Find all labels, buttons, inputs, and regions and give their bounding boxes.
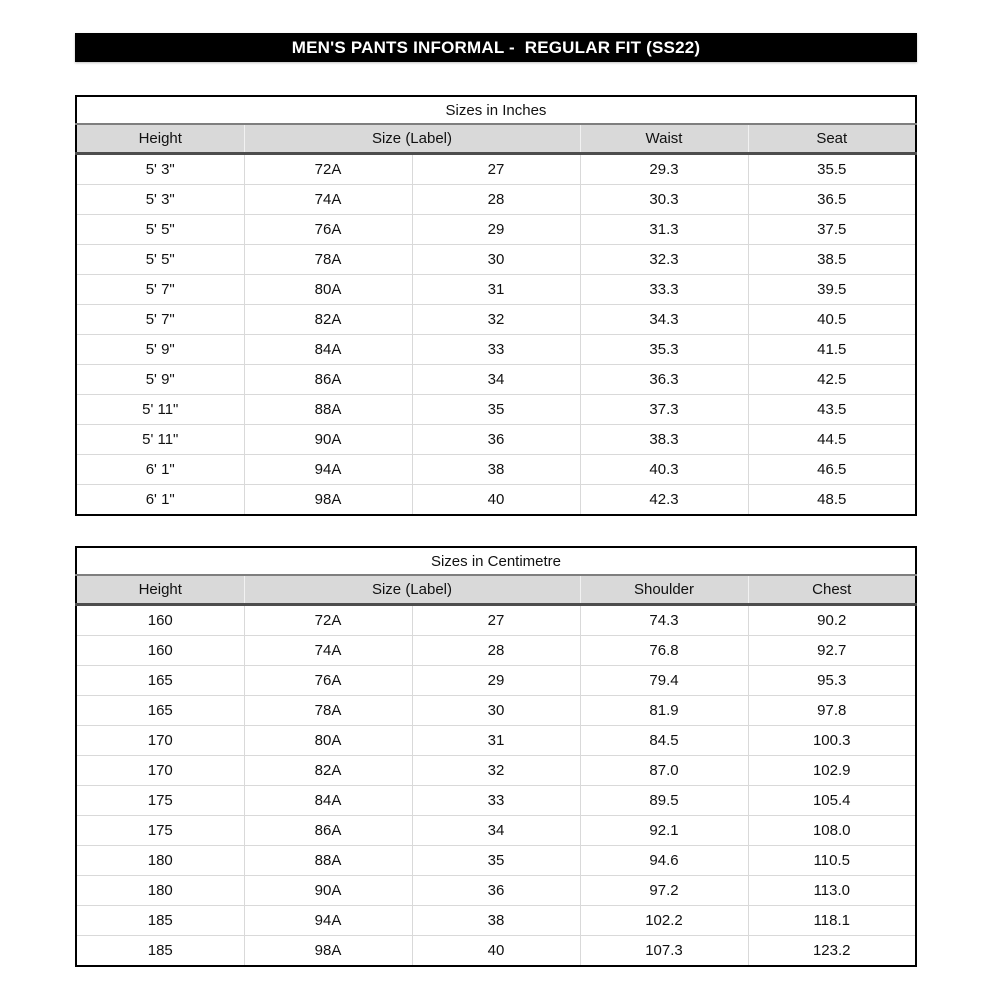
size-table (75, 546, 917, 967)
table-row (76, 395, 916, 425)
table-cell: 74A (244, 185, 412, 215)
table-cell: 102.2 (580, 906, 748, 936)
table-cell: 32 (412, 305, 580, 335)
table-cell: 34 (412, 365, 580, 395)
table-cell: 28 (412, 185, 580, 215)
table-cell: 42.5 (748, 365, 916, 395)
table-cell: 29 (412, 666, 580, 696)
table-cell: 31.3 (580, 215, 748, 245)
table-cell: 97.8 (748, 696, 916, 726)
table-row (76, 726, 916, 756)
table-cell: 72A (244, 154, 412, 185)
table-cell: 33 (412, 786, 580, 816)
table-cell: 33 (412, 335, 580, 365)
table-cell: 29 (412, 215, 580, 245)
title-banner (75, 33, 917, 62)
table-cell: 87.0 (580, 756, 748, 786)
table-cell: 105.4 (748, 786, 916, 816)
table-cell: 32.3 (580, 245, 748, 275)
table-cell: 180 (76, 846, 244, 876)
table-header-row (76, 575, 916, 605)
table-row (76, 846, 916, 876)
column-header: Shoulder (580, 575, 748, 605)
table-cell: 160 (76, 636, 244, 666)
table-cell: 92.7 (748, 636, 916, 666)
table-sizes-inches (75, 95, 917, 516)
table-row (76, 756, 916, 786)
table-cell: 6' 1" (76, 485, 244, 516)
table-cell: 78A (244, 245, 412, 275)
table-cell: 108.0 (748, 816, 916, 846)
table-cell: 100.3 (748, 726, 916, 756)
table-cell: 5' 9" (76, 335, 244, 365)
table-cell: 6' 1" (76, 455, 244, 485)
table-cell: 40 (412, 936, 580, 967)
table-cell: 90A (244, 425, 412, 455)
table-cell: 74.3 (580, 605, 748, 636)
table-cell: 170 (76, 726, 244, 756)
column-header: Height (76, 124, 244, 154)
table-cell: 37.5 (748, 215, 916, 245)
table-cell: 76.8 (580, 636, 748, 666)
table-cell: 90A (244, 876, 412, 906)
table-row (76, 305, 916, 335)
table-cell: 88A (244, 846, 412, 876)
table-cell: 74A (244, 636, 412, 666)
table-cell: 43.5 (748, 395, 916, 425)
table-cell: 113.0 (748, 876, 916, 906)
table-row (76, 275, 916, 305)
table-row (76, 215, 916, 245)
table-cell: 86A (244, 816, 412, 846)
table-cell: 94A (244, 906, 412, 936)
table-cell: 5' 9" (76, 365, 244, 395)
table-cell: 80A (244, 726, 412, 756)
table-cell: 84A (244, 335, 412, 365)
table-cell: 5' 5" (76, 215, 244, 245)
table-cell: 35 (412, 846, 580, 876)
table-cell: 185 (76, 906, 244, 936)
table-cell: 107.3 (580, 936, 748, 967)
column-header: Size (Label) (244, 575, 580, 605)
table-cell: 39.5 (748, 275, 916, 305)
table-cell: 33.3 (580, 275, 748, 305)
table-cell: 38.3 (580, 425, 748, 455)
table-row (76, 666, 916, 696)
table-cell: 175 (76, 786, 244, 816)
table-cell: 35.5 (748, 154, 916, 185)
table-cell: 30 (412, 696, 580, 726)
table-header-row (76, 124, 916, 154)
table-cell: 35.3 (580, 335, 748, 365)
table-cell: 82A (244, 305, 412, 335)
table-row (76, 786, 916, 816)
table-cell: 5' 3" (76, 154, 244, 185)
table-cell: 94A (244, 455, 412, 485)
table-cell: 42.3 (580, 485, 748, 516)
size-table (75, 95, 917, 516)
table-cell: 38.5 (748, 245, 916, 275)
table-cell: 36.3 (580, 365, 748, 395)
table-cell: 94.6 (580, 846, 748, 876)
table-row (76, 636, 916, 666)
table-cell: 5' 5" (76, 245, 244, 275)
column-header: Waist (580, 124, 748, 154)
table-cell: 110.5 (748, 846, 916, 876)
table-cell: 40.5 (748, 305, 916, 335)
table-row (76, 906, 916, 936)
table-cell: 82A (244, 756, 412, 786)
table-row (76, 245, 916, 275)
table-cell: 28 (412, 636, 580, 666)
table-row (76, 605, 916, 636)
table-sizes-centimetre (75, 546, 917, 967)
table-cell: 84A (244, 786, 412, 816)
table-cell: 160 (76, 605, 244, 636)
table-cell: 86A (244, 365, 412, 395)
column-header: Height (76, 575, 244, 605)
table-cell: 185 (76, 936, 244, 967)
table-cell: 76A (244, 666, 412, 696)
table-cell: 78A (244, 696, 412, 726)
page-title: MEN'S PANTS INFORMAL - REGULAR FIT (SS22) (291, 37, 701, 57)
table-cell: 80A (244, 275, 412, 305)
table-cell: 41.5 (748, 335, 916, 365)
table-row (76, 485, 916, 516)
table-cell: 36 (412, 876, 580, 906)
table-cell: 180 (76, 876, 244, 906)
table-cell: 98A (244, 485, 412, 516)
table-cell: 30 (412, 245, 580, 275)
table-row (76, 936, 916, 967)
table-cell: 72A (244, 605, 412, 636)
table-cell: 5' 11" (76, 425, 244, 455)
table-cell: 34 (412, 816, 580, 846)
table-title: Sizes in Inches (76, 96, 916, 124)
table-cell: 38 (412, 455, 580, 485)
table-cell: 88A (244, 395, 412, 425)
table-row (76, 365, 916, 395)
table-cell: 27 (412, 605, 580, 636)
column-header: Size (Label) (244, 124, 580, 154)
table-title: Sizes in Centimetre (76, 547, 916, 575)
table-cell: 29.3 (580, 154, 748, 185)
table-row (76, 816, 916, 846)
table-cell: 35 (412, 395, 580, 425)
table-row (76, 154, 916, 185)
table-cell: 90.2 (748, 605, 916, 636)
table-cell: 81.9 (580, 696, 748, 726)
table-cell: 95.3 (748, 666, 916, 696)
table-cell: 46.5 (748, 455, 916, 485)
table-cell: 40 (412, 485, 580, 516)
table-cell: 37.3 (580, 395, 748, 425)
table-cell: 31 (412, 275, 580, 305)
table-cell: 76A (244, 215, 412, 245)
table-cell: 175 (76, 816, 244, 846)
table-cell: 102.9 (748, 756, 916, 786)
table-cell: 34.3 (580, 305, 748, 335)
table-cell: 79.4 (580, 666, 748, 696)
table-cell: 84.5 (580, 726, 748, 756)
table-cell: 98A (244, 936, 412, 967)
column-header: Chest (748, 575, 916, 605)
table-cell: 48.5 (748, 485, 916, 516)
table-row (76, 455, 916, 485)
table-cell: 27 (412, 154, 580, 185)
table-cell: 97.2 (580, 876, 748, 906)
table-cell: 36 (412, 425, 580, 455)
table-row (76, 425, 916, 455)
table-cell: 38 (412, 906, 580, 936)
table-row (76, 335, 916, 365)
table-cell: 170 (76, 756, 244, 786)
table-row (76, 876, 916, 906)
table-cell: 5' 7" (76, 275, 244, 305)
table-cell: 5' 7" (76, 305, 244, 335)
table-cell: 89.5 (580, 786, 748, 816)
table-cell: 92.1 (580, 816, 748, 846)
table-cell: 32 (412, 756, 580, 786)
table-row (76, 696, 916, 726)
table-cell: 36.5 (748, 185, 916, 215)
table-cell: 118.1 (748, 906, 916, 936)
table-cell: 5' 11" (76, 395, 244, 425)
table-cell: 165 (76, 666, 244, 696)
table-cell: 44.5 (748, 425, 916, 455)
table-cell: 123.2 (748, 936, 916, 967)
table-cell: 31 (412, 726, 580, 756)
table-cell: 40.3 (580, 455, 748, 485)
table-row (76, 185, 916, 215)
column-header: Seat (748, 124, 916, 154)
table-cell: 30.3 (580, 185, 748, 215)
table-cell: 165 (76, 696, 244, 726)
table-cell: 5' 3" (76, 185, 244, 215)
